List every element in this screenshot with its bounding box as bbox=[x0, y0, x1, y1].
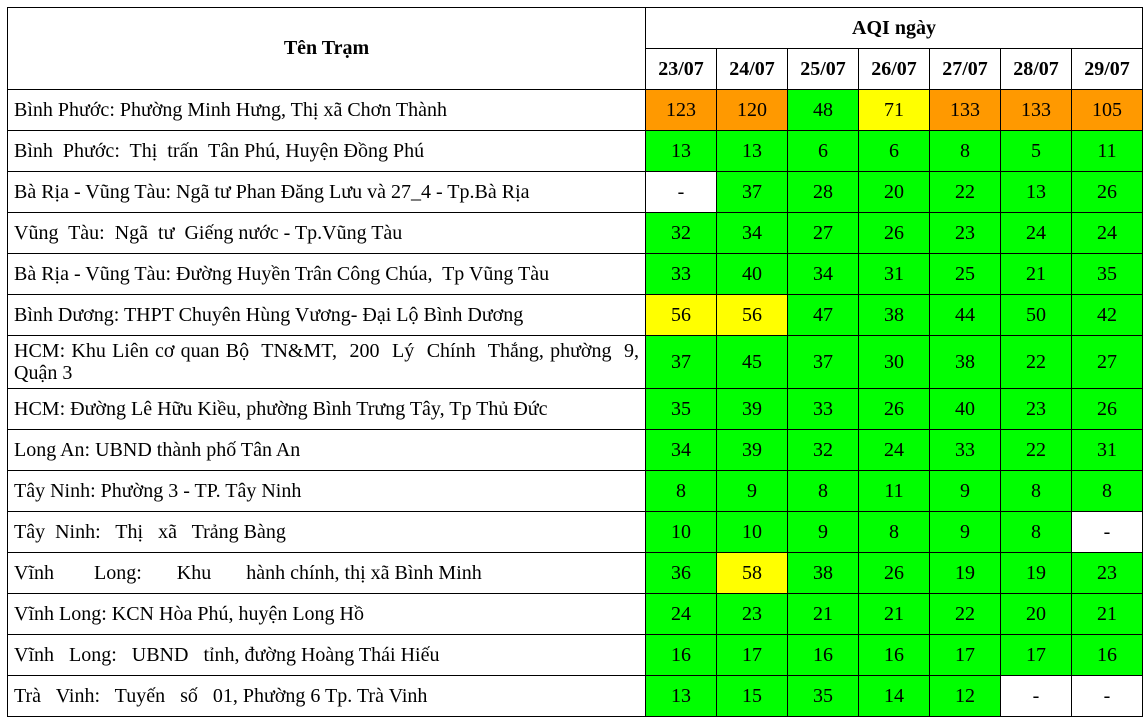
date-column-header: 25/07 bbox=[788, 49, 859, 90]
aqi-value-cell: 10 bbox=[717, 512, 788, 553]
station-name: Trà Vinh: Tuyến số 01, Phường 6 Tp. Trà Vinh bbox=[8, 676, 646, 717]
aqi-value-cell: 47 bbox=[788, 295, 859, 336]
table-row bbox=[8, 430, 1143, 471]
table-row bbox=[8, 131, 1143, 172]
aqi-value-cell: 13 bbox=[646, 676, 717, 717]
aqi-value-cell: 28 bbox=[788, 172, 859, 213]
aqi-value-cell: 31 bbox=[1072, 430, 1143, 471]
aqi-value-cell: 105 bbox=[1072, 90, 1143, 131]
table-row bbox=[8, 553, 1143, 594]
aqi-value-cell: 35 bbox=[1072, 254, 1143, 295]
date-column-header: 24/07 bbox=[717, 49, 788, 90]
aqi-group-header: AQI ngày bbox=[646, 8, 1143, 49]
station-name: HCM: Đường Lê Hữu Kiều, phường Bình Trưng Tây, Tp Thủ Đức bbox=[8, 389, 646, 430]
station-name: Vĩnh Long: Khu hành chính, thị xã Bình Minh bbox=[8, 553, 646, 594]
station-name: Vĩnh Long: UBND tỉnh, đường Hoàng Thái Hiếu bbox=[8, 635, 646, 676]
aqi-value-cell: 22 bbox=[930, 594, 1001, 635]
aqi-value-cell: 22 bbox=[1001, 430, 1072, 471]
aqi-value-cell: 23 bbox=[717, 594, 788, 635]
aqi-value-cell: 26 bbox=[859, 389, 930, 430]
aqi-value-cell: 6 bbox=[788, 131, 859, 172]
aqi-value-cell: 9 bbox=[930, 512, 1001, 553]
aqi-value-cell: 9 bbox=[788, 512, 859, 553]
aqi-value-cell: 37 bbox=[788, 336, 859, 389]
aqi-value-cell: 16 bbox=[859, 635, 930, 676]
aqi-value-cell: 56 bbox=[717, 295, 788, 336]
date-column-header: 26/07 bbox=[859, 49, 930, 90]
aqi-value-cell: - bbox=[1072, 512, 1143, 553]
table-row bbox=[8, 512, 1143, 553]
station-column-header: Tên Trạm bbox=[8, 8, 646, 90]
aqi-table bbox=[7, 7, 1143, 717]
aqi-value-cell: 9 bbox=[930, 471, 1001, 512]
date-column-header: 28/07 bbox=[1001, 49, 1072, 90]
aqi-value-cell: 8 bbox=[1001, 471, 1072, 512]
aqi-value-cell: 38 bbox=[930, 336, 1001, 389]
aqi-value-cell: 17 bbox=[1001, 635, 1072, 676]
table-row bbox=[8, 389, 1143, 430]
aqi-value-cell: 24 bbox=[1001, 213, 1072, 254]
aqi-value-cell: 19 bbox=[930, 553, 1001, 594]
aqi-value-cell: 8 bbox=[930, 131, 1001, 172]
aqi-value-cell: 34 bbox=[788, 254, 859, 295]
date-column-header: 23/07 bbox=[646, 49, 717, 90]
aqi-value-cell: - bbox=[646, 172, 717, 213]
aqi-value-cell: 44 bbox=[930, 295, 1001, 336]
aqi-value-cell: 6 bbox=[859, 131, 930, 172]
aqi-value-cell: 8 bbox=[646, 471, 717, 512]
aqi-value-cell: 37 bbox=[717, 172, 788, 213]
aqi-value-cell: 23 bbox=[930, 213, 1001, 254]
aqi-value-cell: 33 bbox=[788, 389, 859, 430]
aqi-value-cell: 45 bbox=[717, 336, 788, 389]
aqi-value-cell: 33 bbox=[646, 254, 717, 295]
table-row bbox=[8, 90, 1143, 131]
aqi-value-cell: 26 bbox=[1072, 172, 1143, 213]
aqi-value-cell: 123 bbox=[646, 90, 717, 131]
aqi-value-cell: 120 bbox=[717, 90, 788, 131]
aqi-value-cell: 21 bbox=[1072, 594, 1143, 635]
table-row bbox=[8, 635, 1143, 676]
station-name: Bình Dương: THPT Chuyên Hùng Vương- Đại Lộ Bình Dương bbox=[8, 295, 646, 336]
aqi-value-cell: 56 bbox=[646, 295, 717, 336]
aqi-value-cell: 26 bbox=[859, 553, 930, 594]
aqi-value-cell: 48 bbox=[788, 90, 859, 131]
aqi-value-cell: 33 bbox=[930, 430, 1001, 471]
aqi-value-cell: 26 bbox=[859, 213, 930, 254]
aqi-value-cell: 21 bbox=[788, 594, 859, 635]
aqi-value-cell: 35 bbox=[788, 676, 859, 717]
table-row bbox=[8, 471, 1143, 512]
station-name: Vĩnh Long: KCN Hòa Phú, huyện Long Hồ bbox=[8, 594, 646, 635]
aqi-value-cell: 12 bbox=[930, 676, 1001, 717]
table-row bbox=[8, 295, 1143, 336]
aqi-value-cell: 40 bbox=[930, 389, 1001, 430]
aqi-value-cell: 27 bbox=[1072, 336, 1143, 389]
aqi-value-cell: 14 bbox=[859, 676, 930, 717]
aqi-value-cell: 13 bbox=[1001, 172, 1072, 213]
aqi-value-cell: 5 bbox=[1001, 131, 1072, 172]
station-name: Bình Phước: Phường Minh Hưng, Thị xã Chơn Thành bbox=[8, 90, 646, 131]
aqi-value-cell: 10 bbox=[646, 512, 717, 553]
aqi-value-cell: 21 bbox=[859, 594, 930, 635]
aqi-value-cell: 34 bbox=[717, 213, 788, 254]
aqi-value-cell: 13 bbox=[717, 131, 788, 172]
aqi-value-cell: 19 bbox=[1001, 553, 1072, 594]
table-row bbox=[8, 254, 1143, 295]
aqi-value-cell: 8 bbox=[859, 512, 930, 553]
station-name: HCM: Khu Liên cơ quan Bộ TN&MT, 200 Lý Chính Thắng, phường 9, Quận 3 bbox=[8, 336, 646, 389]
aqi-value-cell: 11 bbox=[859, 471, 930, 512]
aqi-value-cell: 16 bbox=[788, 635, 859, 676]
aqi-value-cell: 9 bbox=[717, 471, 788, 512]
table-row bbox=[8, 336, 1143, 389]
aqi-value-cell: 22 bbox=[930, 172, 1001, 213]
aqi-value-cell: 71 bbox=[859, 90, 930, 131]
aqi-value-cell: 11 bbox=[1072, 131, 1143, 172]
aqi-value-cell: 8 bbox=[1072, 471, 1143, 512]
aqi-value-cell: 32 bbox=[788, 430, 859, 471]
aqi-value-cell: 24 bbox=[859, 430, 930, 471]
table-row bbox=[8, 594, 1143, 635]
aqi-value-cell: 36 bbox=[646, 553, 717, 594]
aqi-value-cell: 8 bbox=[788, 471, 859, 512]
aqi-value-cell: 133 bbox=[1001, 90, 1072, 131]
aqi-value-cell: 22 bbox=[1001, 336, 1072, 389]
aqi-value-cell: 39 bbox=[717, 430, 788, 471]
table-row bbox=[8, 213, 1143, 254]
station-name: Long An: UBND thành phố Tân An bbox=[8, 430, 646, 471]
aqi-value-cell: 26 bbox=[1072, 389, 1143, 430]
aqi-value-cell: 27 bbox=[788, 213, 859, 254]
aqi-value-cell: 23 bbox=[1072, 553, 1143, 594]
aqi-value-cell: 15 bbox=[717, 676, 788, 717]
aqi-value-cell: 34 bbox=[646, 430, 717, 471]
date-column-header: 27/07 bbox=[930, 49, 1001, 90]
aqi-value-cell: 21 bbox=[1001, 254, 1072, 295]
table-row bbox=[8, 676, 1143, 717]
aqi-value-cell: 39 bbox=[717, 389, 788, 430]
aqi-value-cell: - bbox=[1001, 676, 1072, 717]
aqi-value-cell: 40 bbox=[717, 254, 788, 295]
station-name: Tây Ninh: Thị xã Trảng Bàng bbox=[8, 512, 646, 553]
aqi-value-cell: 50 bbox=[1001, 295, 1072, 336]
aqi-value-cell: 24 bbox=[1072, 213, 1143, 254]
aqi-value-cell: 8 bbox=[1001, 512, 1072, 553]
aqi-value-cell: 32 bbox=[646, 213, 717, 254]
date-column-header: 29/07 bbox=[1072, 49, 1143, 90]
aqi-value-cell: 24 bbox=[646, 594, 717, 635]
aqi-value-cell: 31 bbox=[859, 254, 930, 295]
aqi-value-cell: 20 bbox=[1001, 594, 1072, 635]
station-name: Bà Rịa - Vũng Tàu: Đường Huyền Trân Công Chúa, Tp Vũng Tàu bbox=[8, 254, 646, 295]
aqi-value-cell: 35 bbox=[646, 389, 717, 430]
aqi-value-cell: 58 bbox=[717, 553, 788, 594]
station-name: Tây Ninh: Phường 3 - TP. Tây Ninh bbox=[8, 471, 646, 512]
aqi-value-cell: 23 bbox=[1001, 389, 1072, 430]
aqi-value-cell: 25 bbox=[930, 254, 1001, 295]
aqi-value-cell: 37 bbox=[646, 336, 717, 389]
aqi-value-cell: 16 bbox=[1072, 635, 1143, 676]
station-name: Bà Rịa - Vũng Tàu: Ngã tư Phan Đăng Lưu và 27_4 - Tp.Bà Rịa bbox=[8, 172, 646, 213]
aqi-value-cell: 133 bbox=[930, 90, 1001, 131]
aqi-value-cell: 30 bbox=[859, 336, 930, 389]
aqi-value-cell: 17 bbox=[717, 635, 788, 676]
aqi-value-cell: - bbox=[1072, 676, 1143, 717]
aqi-value-cell: 42 bbox=[1072, 295, 1143, 336]
station-name: Vũng Tàu: Ngã tư Giếng nước - Tp.Vũng Tàu bbox=[8, 213, 646, 254]
station-name: Bình Phước: Thị trấn Tân Phú, Huyện Đồng Phú bbox=[8, 131, 646, 172]
aqi-value-cell: 38 bbox=[859, 295, 930, 336]
aqi-value-cell: 38 bbox=[788, 553, 859, 594]
aqi-value-cell: 16 bbox=[646, 635, 717, 676]
aqi-value-cell: 17 bbox=[930, 635, 1001, 676]
aqi-value-cell: 13 bbox=[646, 131, 717, 172]
aqi-value-cell: 20 bbox=[859, 172, 930, 213]
table-row bbox=[8, 172, 1143, 213]
